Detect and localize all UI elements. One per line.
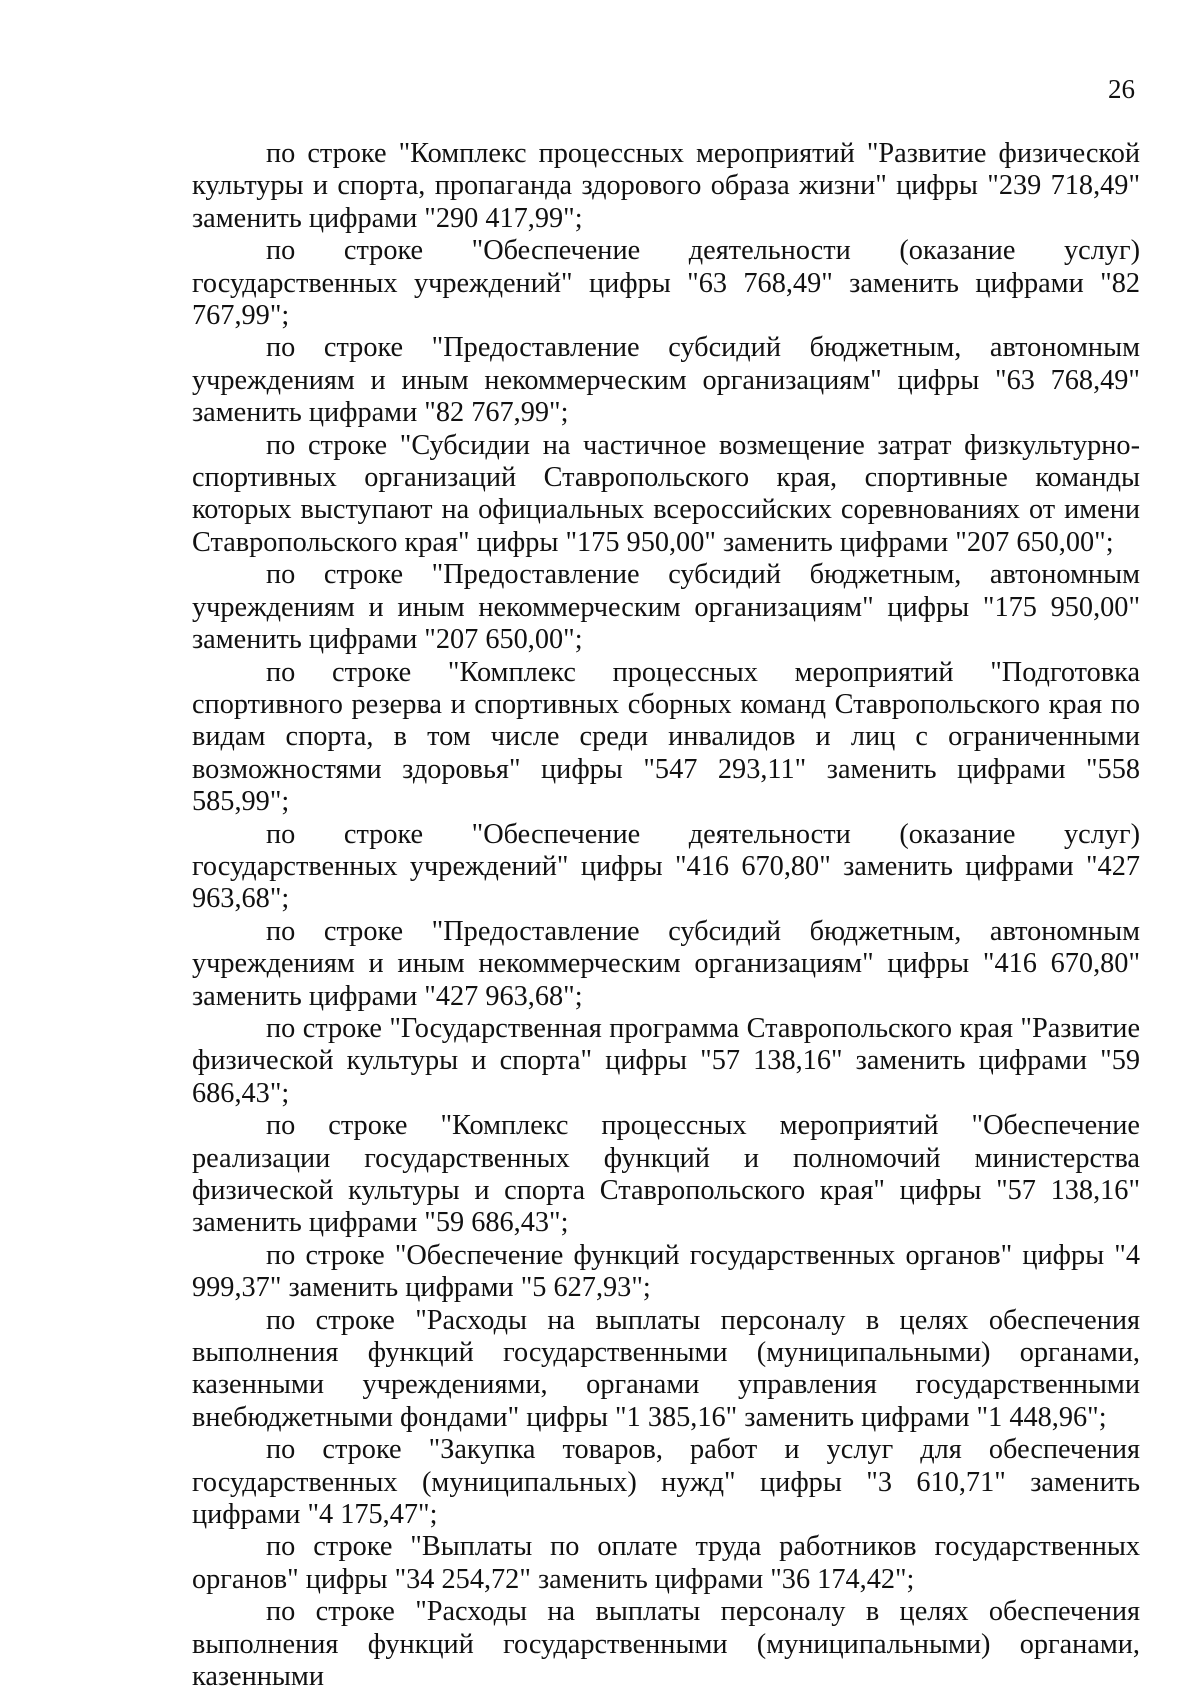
paragraph: по строке "Закупка товаров, работ и услуг для обеспечения государственных (муниципальных) нужд" цифры "3 610,71" заменить цифрами "4 175,47";: [192, 1434, 1140, 1531]
paragraph: по строке "Обеспечение функций государственных органов" цифры "4 999,37" заменить цифрами "5 627,93";: [192, 1239, 1140, 1304]
paragraph: по строке "Расходы на выплаты персоналу в целях обеспечения выполнения функций государственными (муниципальными) органами, казенными учреждениями, органами управления государственными внебюджетными фондами" цифры "1 385,16" заменить цифрами "1 448,96";: [192, 1304, 1140, 1433]
paragraph: по строке "Обеспечение деятельности (оказание услуг) государственных учреждений" цифры "416 670,80" заменить цифрами "427 963,68";: [192, 818, 1140, 915]
paragraph: по строке "Субсидии на частичное возмещение затрат физкультурно-спортивных организаций Ставропольского края, спортивные команды которых выступают на официальных всероссийских соревнованиях от имени Ставропольского края" цифры "175 950,00" заменить цифрами "207 650,00";: [192, 429, 1140, 558]
paragraph: по строке "Выплаты по оплате труда работников государственных органов" цифры "34 254,72" заменить цифрами "36 174,42";: [192, 1531, 1140, 1595]
page-number: 26: [1108, 74, 1135, 104]
document-body: [192, 138, 1140, 1694]
paragraph: по строке "Предоставление субсидий бюджетным, автономным учреждениям и иным некоммерческим организациям" цифры "63 768,49" заменить цифрами "82 767,99";: [192, 332, 1140, 429]
paragraph: по строке "Комплекс процессных мероприятий "Обеспечение реализации государственных функций и полномочий министерства физической культуры и спорта Ставропольского края" цифры "57 138,16" заменить цифрами "59 686,43";: [192, 1110, 1140, 1239]
paragraph: по строке "Обеспечение деятельности (оказание услуг) государственных учреждений" цифры "63 768,49" заменить цифрами "82 767,99";: [192, 235, 1140, 332]
paragraph: по строке "Предоставление субсидий бюджетным, автономным учреждениям и иным некоммерческим организациям" цифры "175 950,00" заменить цифрами "207 650,00";: [192, 559, 1140, 656]
paragraph: по строке "Предоставление субсидий бюджетным, автономным учреждениям и иным некоммерческим организациям" цифры "416 670,80" заменить цифрами "427 963,68";: [192, 915, 1140, 1012]
paragraph: по строке "Комплекс процессных мероприятий "Подготовка спортивного резерва и спортивных сборных команд Ставропольского края по видам спорта, в том числе среди инвалидов и лиц с ограниченными возможностями здоровья" цифры "547 293,11" заменить цифрами "558 585,99";: [192, 656, 1140, 818]
paragraph: по строке "Расходы на выплаты персоналу в целях обеспечения выполнения функций государственными (муниципальными) органами, казенными: [192, 1596, 1140, 1693]
paragraph: по строке "Комплекс процессных мероприятий "Развитие физической культуры и спорта, пропаганда здорового образа жизни" цифры "239 718,49" заменить цифрами "290 417,99";: [192, 138, 1140, 234]
paragraph: по строке "Государственная программа Ставропольского края "Развитие физической культуры и спорта" цифры "57 138,16" заменить цифрами "59 686,43";: [192, 1012, 1140, 1109]
